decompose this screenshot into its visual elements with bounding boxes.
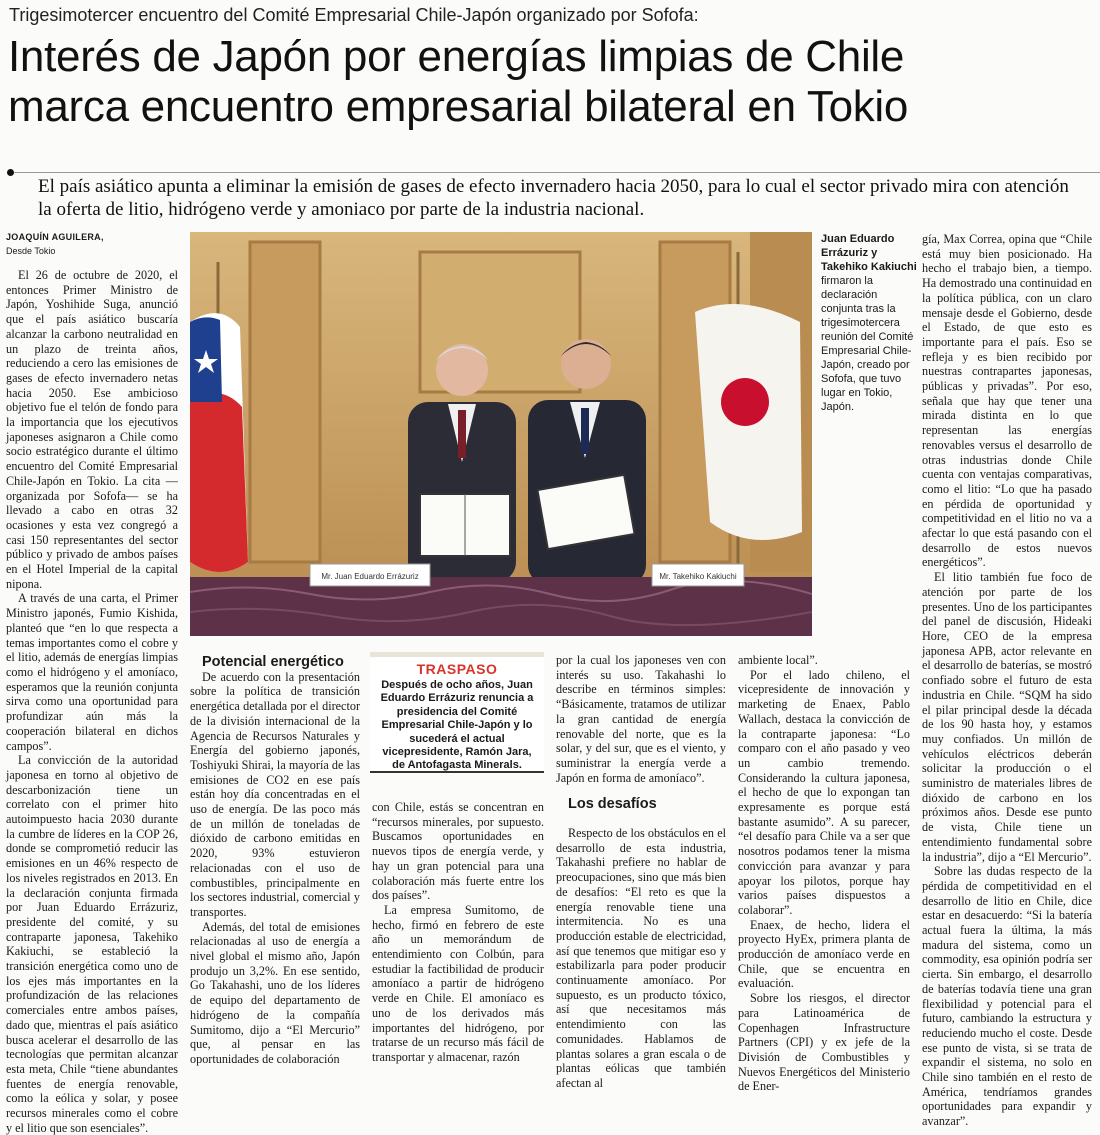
sidebar-text: Después de ocho años, Juan Eduardo Errázuriz renuncia a presidencia del Comité Empresarial Chile-Japón y lo sucederá el actual vicepresidente, Ramón Jara, de Antofagasta Minerals. bbox=[380, 679, 534, 772]
byline-location: Desde Tokio bbox=[6, 246, 56, 256]
paragraph: La convicción de la autoridad japonesa en torno al objetivo de descarbonización tiene un correlato con el primer hito autoimpuesto hacia 2030 durante la cumbre de líderes en la COP 26, donde se comprometió reducir las emisiones en un 46% respecto de los niveles registrados en 2013. En la declaración conjunta firmada por Juan Eduardo Errázuriz, presidente del comité, y su contraparte japonesa, Takehiko Kakiuchi, se estableció la transición energética como uno de los ejes más importantes en la profundización de las relaciones comerciales entre ambos países, dado que, mientras el país asiático busca acelerar el desarrollo de las tecnologías que permitan alcanzar esta meta, Chile “tiene abundantes fuentes de energía renovable, como la eólica y solar, y posee recursos minerales como el cobre y el litio que son esenciales”. bbox=[6, 753, 178, 1135]
paragraph: Sobre los riesgos, el director para Latinoamérica de Copenhagen Infrastructure Partners (CPI) y ex jefe de la División de Combustibles y Nuevos Energéticos del Ministerio de Ener- bbox=[738, 991, 910, 1094]
paragraph: Enaex, de hecho, lidera el proyecto HyEx, primera planta de producción de amoníaco verde en Chile, que se encuentra en evaluación. bbox=[738, 917, 910, 991]
paragraph: por la cual los japoneses ven con interés su uso. Takahashi lo describe en términos simples: “Básicamente, tratamos de utilizar la gran cantidad de energía renovable del norte, que es la solar, y del sur, que es el viento, y suministrar la energía verde a Japón en forma de amoníaco”. bbox=[556, 653, 726, 785]
caption-bold: Juan Eduardo Errázuriz y Takehiko Kakiuchi bbox=[821, 233, 917, 273]
paragraph: El 26 de octubre de 2020, el entonces Primer Ministro de Japón, Yoshihide Suga, anunció que el país asiático buscaría alcanzar la carbono neutralidad en un plazo de treinta años, reduciendo a cero las emisiones de gases de efecto invernadero netas hacia 2050. Ese ambicioso objetivo fue el telón de fondo para la importancia que los ejecutivos japoneses asignaron a Chile como socio estratégico durante el último encuentro del Comité Empresarial Chile-Japón en Tokio. La cita —organizada por Sofofa— se ha llevado a cabo en otras 32 ocasiones y esta vez congregó a casi 150 representantes del sector público y privado de ambos países en el Hotel Imperial de la capital nipona. bbox=[6, 268, 178, 591]
caption-text: firmaron la declaración conjunta tras la trigesimotercera reunión del Comité Empresarial Chile-Japón, creado por Sofofa, que tuvo lugar en Tokio, Japón. bbox=[821, 275, 914, 413]
headline-line-2: marca encuentro empresarial bilateral en Tokio bbox=[8, 82, 909, 131]
column-2 bbox=[190, 655, 360, 1067]
subhead-desafios: Los desafíos bbox=[568, 796, 657, 813]
headline-line-1: Interés de Japón por energías limpias de Chile bbox=[8, 32, 905, 81]
paragraph: con Chile, estás se concentran en “recursos minerales, por supuesto. Buscamos oportunidades en nuevos tipos de energía verde, y hay un gran potencial para una colaboración más fuerte entre los dos países”. bbox=[372, 800, 544, 903]
nameplate-left-text: Mr. Juan Eduardo Errázuriz bbox=[321, 572, 419, 581]
paragraph: Además, del total de emisiones relacionadas al uso de energía a nivel global el mismo año, Japón produjo un 3,2%. En ese sentido, Go Takahashi, uno de los líderes de equipo del departamento de hidrógeno de la compañía Sumitomo, dijo a “El Mercurio” que, al pensar en las oportunidades de colaboración bbox=[190, 919, 360, 1066]
byline-author: JOAQUÍN AGUILERA, bbox=[6, 232, 104, 242]
paragraph: gía, Max Correa, opina que “Chile está muy bien posicionado. Ha hecho el trabajo bien, a tiempo. Ha demostrado una continuidad en la política pública, con un claro mensaje desde el Gobierno, desde el Estado, de que esto es importante para el país. Eso se refleja y es bien recibido por nuestras contrapartes japonesas, públicas y privadas”. Por eso, señala que hay que tener una mirada distinta en lo que representan las energías renovables versus el desarrollo de otras industrias donde Chile cuenta con ventajas comparativas, como el litio: “Lo que ha pasado en pérdida de oportunidad y competitividad en el litio no va a afectar lo que está pasando con el desarrollo de estos nuevos energéticos”. bbox=[922, 232, 1092, 570]
paragraph: De acuerdo con la presentación sobre la política de transición energética detallada por el director de la división internacional de la Agencia de Recursos Naturales y Energía del gobierno japonés, Toshiyuki Shirai, la mayoría de las emisiones de CO2 en ese país están hoy día concentradas en el uso de energía. De las poco más de un millón de toneladas de dióxido de carbono emitidas en 2020, 93% estuvieron relacionadas con el uso de combustibles, principalmente en los sectores industrial, comercial y transportes. bbox=[190, 669, 360, 919]
subhead-potencial: Potencial energético bbox=[202, 654, 344, 670]
paragraph: A través de una carta, el Primer Ministro japonés, Fumio Kishida, planteó que “en lo que respecta a temas importantes como el cobre y el litio, además de energías limpias como el hidrógeno y el amoníaco, esperamos que la reunión conjunta sirva como una oportunidad para profundizar aún más la cooperación bilateral en dichos campos”. bbox=[6, 591, 178, 753]
kicker: Trigesimotercer encuentro del Comité Empresarial Chile-Japón organizado por Sofofa: bbox=[9, 5, 699, 25]
paragraph: Por el lado chileno, el vicepresidente de innovación y marketing de Enaex, Pablo Wallach, destaca la convicción de la contraparte japonesa: “Lo comparo con el año pasado y veo un cambio tremendo. Considerando la cultura japonesa, el hecho de que lo expongan tan expresamente es porque está bastante asumido”. A su parecer, “el desafío para Chile va a ser que nosotros podamos tener la misma convicción para avanzar y para apoyar los pilotos, porque hay varios países dispuestos a colaborar”. bbox=[738, 667, 910, 917]
column-6 bbox=[922, 232, 1092, 1129]
column-4 bbox=[556, 653, 726, 1091]
photo-caption bbox=[821, 232, 921, 414]
deck bbox=[0, 164, 1100, 224]
nameplate-right-text: Mr. Takehiko Kakiuchi bbox=[659, 572, 737, 581]
sidebar-rule bbox=[370, 771, 544, 773]
column-3 bbox=[372, 800, 544, 1065]
paragraph: El litio también fue foco de atención por parte de los presentes. Uno de los participantes del panel de discusión, Hideaki Hore, CEO de la empresa japonesa APB, actor relevante en el desarrollo de baterías, se mostró confiado sobre el futuro de esta industria en Chile. “SQM ha sido el pilar principal desde la década de los 90 hasta hoy, y estamos muy confiados. Un millón de vehículos eléctricos deberán solicitar la producción o el suministro de materiales libres de dióxido de carbono en los próximos años. Desde ese punto de vista, Chile tiene un entendimiento fundamental sobre la industria”, dijo a “El Mercurio”. bbox=[922, 570, 1092, 864]
paragraph: ambiente local”. bbox=[738, 653, 818, 667]
paragraph: Sobre las dudas respecto de la pérdida de competitividad en el desarrollo de litio en Chile, dice estar en desacuerdo: “Si la batería actual fuera la última, la más madura del sistema, como un commodity, esa opinión podría ser cierta. Sin embargo, el desarrollo de baterías todavía tiene una gran flexibilidad y potencial para el futuro, cambiando la estructura y reduciendo mucho el coste. Desde ese punto de vista, si se trata de expandir el sistema, no solo en Chile sino también en el resto de América, tendríamos grandes oportunidades para expandir y avanzar”. bbox=[922, 864, 1092, 1129]
headline bbox=[8, 32, 1098, 132]
deck-text: El país asiático apunta a eliminar la emisión de gases de efecto invernadero hacia 2050, para lo cual el sector privado mira con atención la oferta de litio, hidrógeno verde y amoniaco por parte de la industria nacional. bbox=[38, 176, 1069, 220]
photo-signing-ceremony bbox=[190, 232, 812, 636]
bullet-dot bbox=[7, 169, 14, 176]
sidebar-traspaso bbox=[370, 652, 544, 773]
paragraph: La empresa Sumitomo, de hecho, firmó en febrero de este año un memorándum de entendimiento con Colbún, para estudiar la factibilidad de producir amoníaco a partir de hidrógeno verde en Chile. El amoníaco es uno de los derivados más importantes del hidrógeno, por tratarse de un recurso más fácil de transportar y almacenar, razón bbox=[372, 902, 544, 1064]
column-5 bbox=[738, 653, 910, 1094]
deck-rule bbox=[14, 172, 1100, 173]
column-1 bbox=[6, 268, 178, 1135]
sidebar-label: TRASPASO bbox=[416, 661, 498, 677]
paragraph: Respecto de los obstáculos en el desarrollo de esta industria, Takahashi prefiere no hablar de preocupaciones, sino que más bien de desafíos: “El reto es que la energía renovable tiene una intermitencia. No es una producción estable de electricidad, así que tenemos que mitigar eso y estabilizarla para poder producir continuamente amoníaco. Por supuesto, es un producto tóxico, así que necesitamos más entendimiento con las comunidades. Hablamos de plantas solares a gran escala o de plantas eólicas que también afectan al bbox=[556, 826, 726, 1090]
